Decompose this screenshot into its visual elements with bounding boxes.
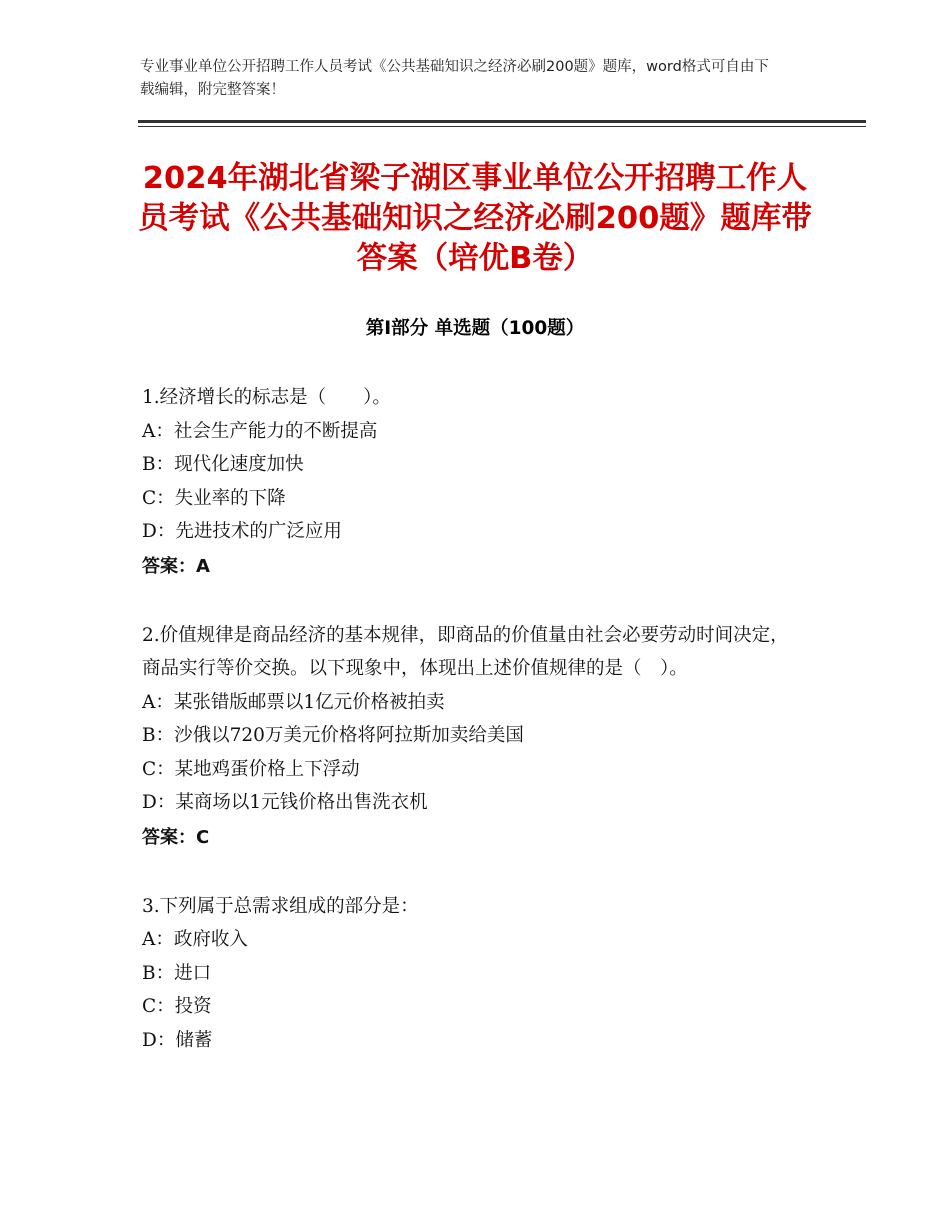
- option-d: D：储蓄: [142, 1029, 213, 1051]
- option-b: B：进口: [142, 962, 212, 984]
- option-c: C：某地鸡蛋价格上下浮动: [142, 758, 360, 780]
- section-title: 第Ⅰ部分 单选题（100题）: [365, 318, 585, 339]
- question-3: [142, 890, 802, 1058]
- option-d: D：先进技术的广泛应用: [142, 521, 342, 542]
- header-note: 专业事业单位公开招聘工作人员考试《公共基础知识之经济必刷200题》题库，word格式可自由下载编辑，附完整答案！: [140, 59, 769, 98]
- option-b: B：沙俄以720万美元价格将阿拉斯加卖给美国: [142, 725, 524, 746]
- question-stem: 3.下列属于总需求组成的部分是：: [142, 895, 419, 917]
- question-list: [142, 381, 802, 1091]
- question-stem: 2.价值规律是商品经济的基本规律，即商品的价值量由社会必要劳动时间决定，商品实行等价交换。以下现象中，体现出上述价值规律的是（ ）。: [142, 624, 789, 679]
- answer: 答案：C: [142, 826, 210, 848]
- header-rule-thin: [138, 126, 866, 127]
- option-a: A：某张错版邮票以1亿元价格被拍卖: [142, 691, 445, 713]
- option-c: C：投资: [142, 996, 212, 1017]
- answer: 答案：A: [142, 555, 210, 577]
- option-a: A：政府收入: [142, 929, 248, 950]
- document-title: 2024年湖北省梁子湖区事业单位公开招聘工作人员考试《公共基础知识之经济必刷200题》题库带答案（培优B卷）: [138, 161, 812, 276]
- option-c: C：失业率的下降: [142, 487, 286, 509]
- header-rule-thick: [138, 120, 866, 123]
- option-a: A：社会生产能力的不断提高: [142, 420, 378, 442]
- option-b: B：现代化速度加快: [142, 454, 304, 475]
- question-2: [142, 619, 802, 856]
- option-d: D：某商场以1元钱价格出售洗衣机: [142, 792, 428, 813]
- question-stem: 1.经济增长的标志是（ ）。: [142, 387, 391, 408]
- question-1: [142, 381, 802, 585]
